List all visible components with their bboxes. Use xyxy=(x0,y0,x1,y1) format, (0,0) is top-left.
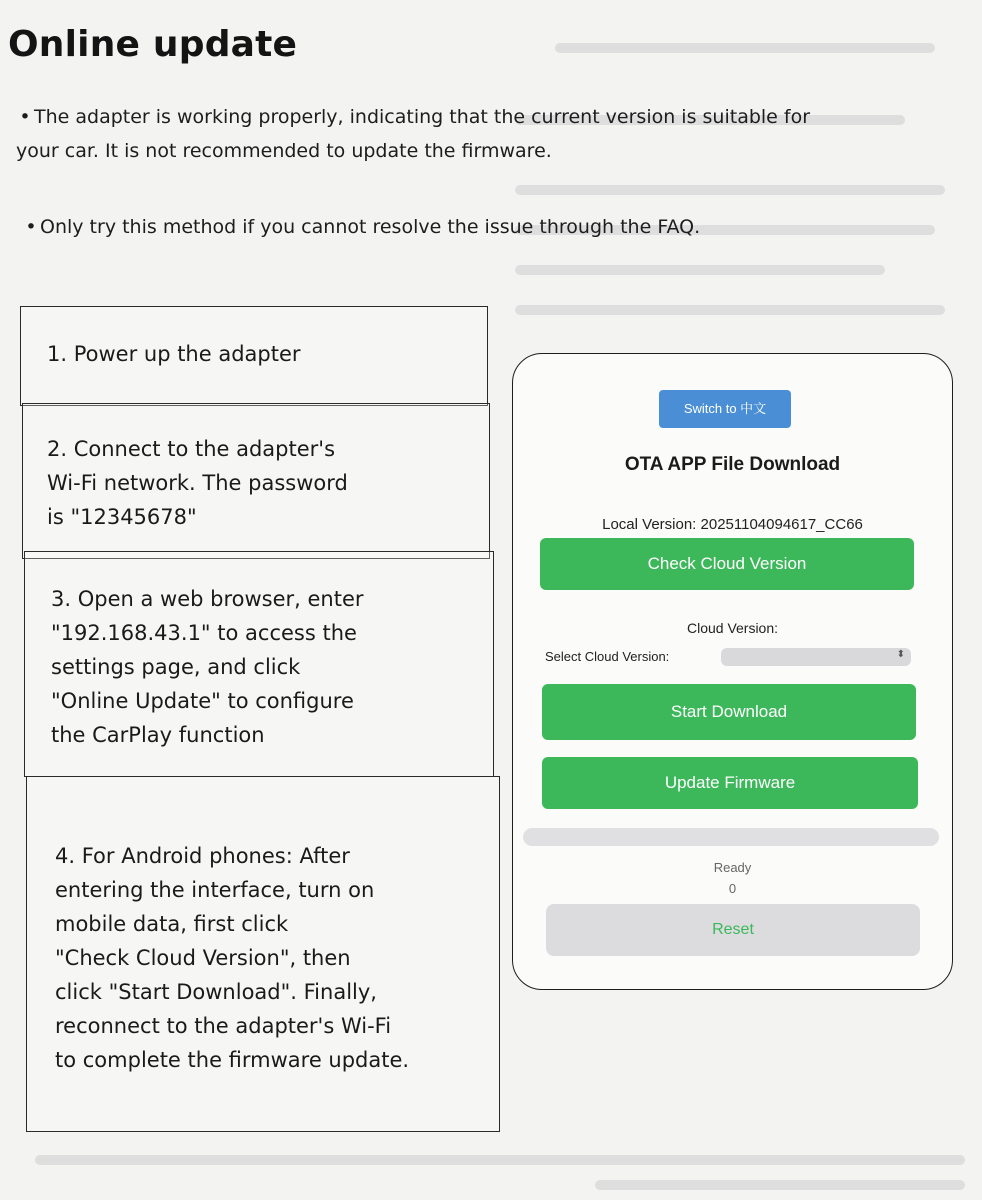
cloud-version-select[interactable] xyxy=(721,648,911,666)
bullet-text: Only try this method if you cannot resolve the issue through the FAQ. xyxy=(40,216,701,238)
chevron-up-down-icon: ⬍ xyxy=(896,649,905,660)
bullet-text: The adapter is working properly, indicating that the current version is suitable for your car. It is not recommended to update the firmware. xyxy=(16,106,811,162)
phone-screen-mockup xyxy=(512,353,953,990)
cloud-version-select-row xyxy=(545,648,917,668)
bullet-dot-icon: • xyxy=(19,106,31,128)
step-box-1 xyxy=(20,306,488,406)
step-box-2 xyxy=(22,403,490,559)
select-cloud-version-label: Select Cloud Version: xyxy=(545,649,670,664)
app-title: OTA APP File Download xyxy=(624,454,841,475)
step-box-4 xyxy=(26,776,500,1132)
step-text: 2. Connect to the adapter's Wi-Fi network. The password is "12345678" xyxy=(47,437,348,529)
download-progress-bar xyxy=(523,828,939,846)
step-text: 3. Open a web browser, enter "192.168.43.1" to access the settings page, and click "Online Update" to configure the CarPlay function xyxy=(51,587,364,747)
bullet-dot-icon: • xyxy=(25,216,37,238)
switch-language-button[interactable]: Switch to 中文 xyxy=(659,390,791,428)
bullet-faq-note xyxy=(22,210,852,244)
status-text: Ready xyxy=(713,860,752,875)
step-text: 1. Power up the adapter xyxy=(47,342,301,366)
reset-button[interactable]: Reset xyxy=(546,904,920,956)
page-title: Online update xyxy=(8,24,298,65)
local-version-text: Local Version: 20251104094617_CC66 xyxy=(602,516,863,533)
start-download-button[interactable]: Start Download xyxy=(542,684,916,740)
step-text: 4. For Android phones: After entering the interface, turn on mobile data, first click "Check Cloud Version", then click "Start Download". Finally, reconnect to the adapter's Wi-Fi to complete the firmware update. xyxy=(55,844,410,1072)
check-cloud-version-button[interactable]: Check Cloud Version xyxy=(540,538,914,590)
step-box-3 xyxy=(24,551,494,777)
update-firmware-button[interactable]: Update Firmware xyxy=(542,757,918,809)
progress-count: 0 xyxy=(728,881,737,896)
cloud-version-label: Cloud Version: xyxy=(686,620,779,636)
bullet-firmware-note xyxy=(16,100,846,168)
